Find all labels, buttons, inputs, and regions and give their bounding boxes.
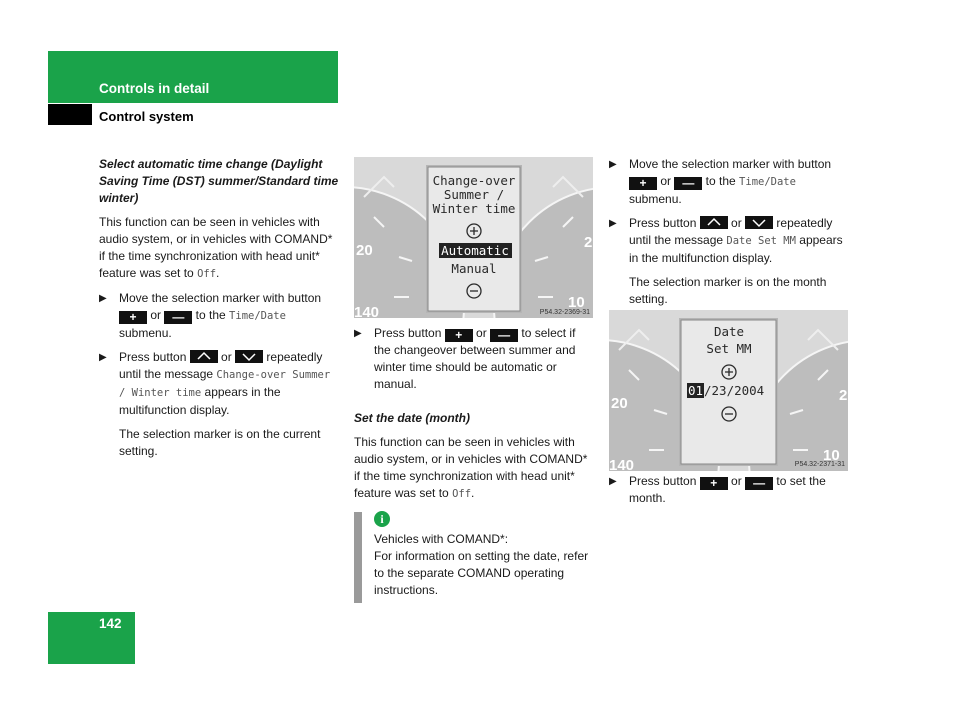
bullet-arrow-icon: ▶ [99,352,107,363]
minus-button-icon: — [674,177,702,190]
plus-button-icon: + [445,329,473,342]
step-text: Move the selection marker with button [629,157,832,171]
intro-end: . [216,266,220,280]
display-code: Time/Date [229,310,286,322]
gauge-number: 20 [611,395,628,412]
page-number: 142 [99,616,122,631]
section-heading: Select automatic time change (Daylight Saving Time (DST) summer/Standard time winter) [99,157,339,205]
step-text: Press button [629,474,700,488]
plus-button-icon: + [700,477,728,490]
plus-button-icon: + [119,311,147,324]
info-icon: i [374,511,390,527]
or-text: or [472,326,491,340]
instrument-cluster-figure [609,310,848,471]
figure-id: P54.32-2371-31 [794,461,845,468]
or-text: or [727,216,746,230]
column-3 [609,156,849,315]
bullet-arrow-icon: ▶ [99,293,107,304]
step-item [609,215,849,267]
section-heading: Set the date (month) [354,411,470,425]
gauge-number: 2 [584,234,593,251]
intro-paragraph [99,214,339,283]
display-line: Summer / [443,187,505,202]
display-line: Date [713,324,745,339]
column-1 [99,156,339,467]
date-rest: /23/2004 [704,383,765,398]
gauge-number: 10 [568,294,585,311]
or-text: or [217,350,236,364]
display-line: Manual [451,261,497,276]
page-number-box [48,612,135,664]
step-text: to the [702,174,740,188]
step-text: Move the selection marker with button [119,291,322,305]
step-item [609,156,849,208]
step-text: Press button [629,216,700,230]
info-box-bar [354,512,362,603]
step-text: to select if the changeover between summer and winter time should be automatic or manual. [374,326,576,391]
date-month-selected: 01 [688,383,704,398]
section-title: Controls in detail [99,81,210,96]
step-item [99,349,339,419]
info-text: For information on setting the date, refer to the separate COMAND operating instructions. [374,549,589,597]
step-text: to the [192,308,230,322]
bullet-arrow-icon: ▶ [609,476,617,487]
display-line: Change-over [432,173,516,188]
display-code: Time/Date [739,176,796,188]
display-code: Date Set MM [726,235,796,247]
or-text: or [727,474,746,488]
display-line-selected: Automatic [441,243,509,258]
minus-button-icon: — [490,329,518,342]
or-text: or [657,174,675,188]
gauge-number: 140 [609,457,635,471]
column-3-bottom [609,473,849,514]
intro-paragraph [354,434,594,503]
subsection-title: Control system [99,109,194,124]
step-text: submenu. [119,326,172,340]
intro-end: . [471,486,475,500]
step-text: appears in the multifunction display. [119,385,281,417]
column-2 [354,325,594,510]
gauge-number: 140 [354,304,380,318]
step-text: Press button [374,326,445,340]
display-line: Winter time [432,201,516,216]
up-arrow-button-icon [700,216,728,229]
down-arrow-button-icon [235,350,263,363]
intro-text: This function can be seen in vehicles with audio system, or in vehicles with COMAND* if the time synchronization with head unit* feature was set to [99,215,333,280]
gauge-number: 20 [356,242,373,259]
note-text: The selection marker is on the current setting. [119,427,321,458]
plus-button-icon: + [629,177,657,190]
note-text: The selection marker is on the month setting. [629,275,827,306]
step-text: appears in the multifunction display. [629,233,843,265]
up-arrow-button-icon [190,350,218,363]
info-box [374,531,589,599]
display-code: Change-over Summer / Winter time [119,369,331,399]
display-code: Off [197,268,217,280]
bullet-arrow-icon: ▶ [609,218,617,229]
step-item [99,290,339,342]
minus-button-icon: — [745,477,773,490]
step-text: submenu. [629,192,682,206]
or-text: or [147,308,165,322]
minus-button-icon: — [164,311,192,324]
step-item [354,325,594,393]
info-line: Vehicles with COMAND*: [374,532,509,546]
bullet-arrow-icon: ▶ [354,328,362,339]
gauge-number: 10 [823,447,840,464]
display-line: Set MM [706,341,752,356]
step-item [609,473,849,507]
instrument-cluster-figure [354,157,593,318]
down-arrow-button-icon [745,216,773,229]
intro-text: This function can be seen in vehicles with audio system, or in vehicles with COMAND* if the time synchronization with head unit* feature was set to [354,435,588,500]
display-code: Off [452,488,472,500]
gauge-number: 2 [839,387,848,404]
step-text: to set the month. [629,474,826,505]
subsection-tab [48,104,92,125]
figure-id: P54.32-2369-31 [539,309,590,316]
step-text: repeatedly until the message [629,216,833,247]
step-text: repeatedly until the message [119,350,323,381]
bullet-arrow-icon: ▶ [609,159,617,170]
step-text: Press button [119,350,190,364]
